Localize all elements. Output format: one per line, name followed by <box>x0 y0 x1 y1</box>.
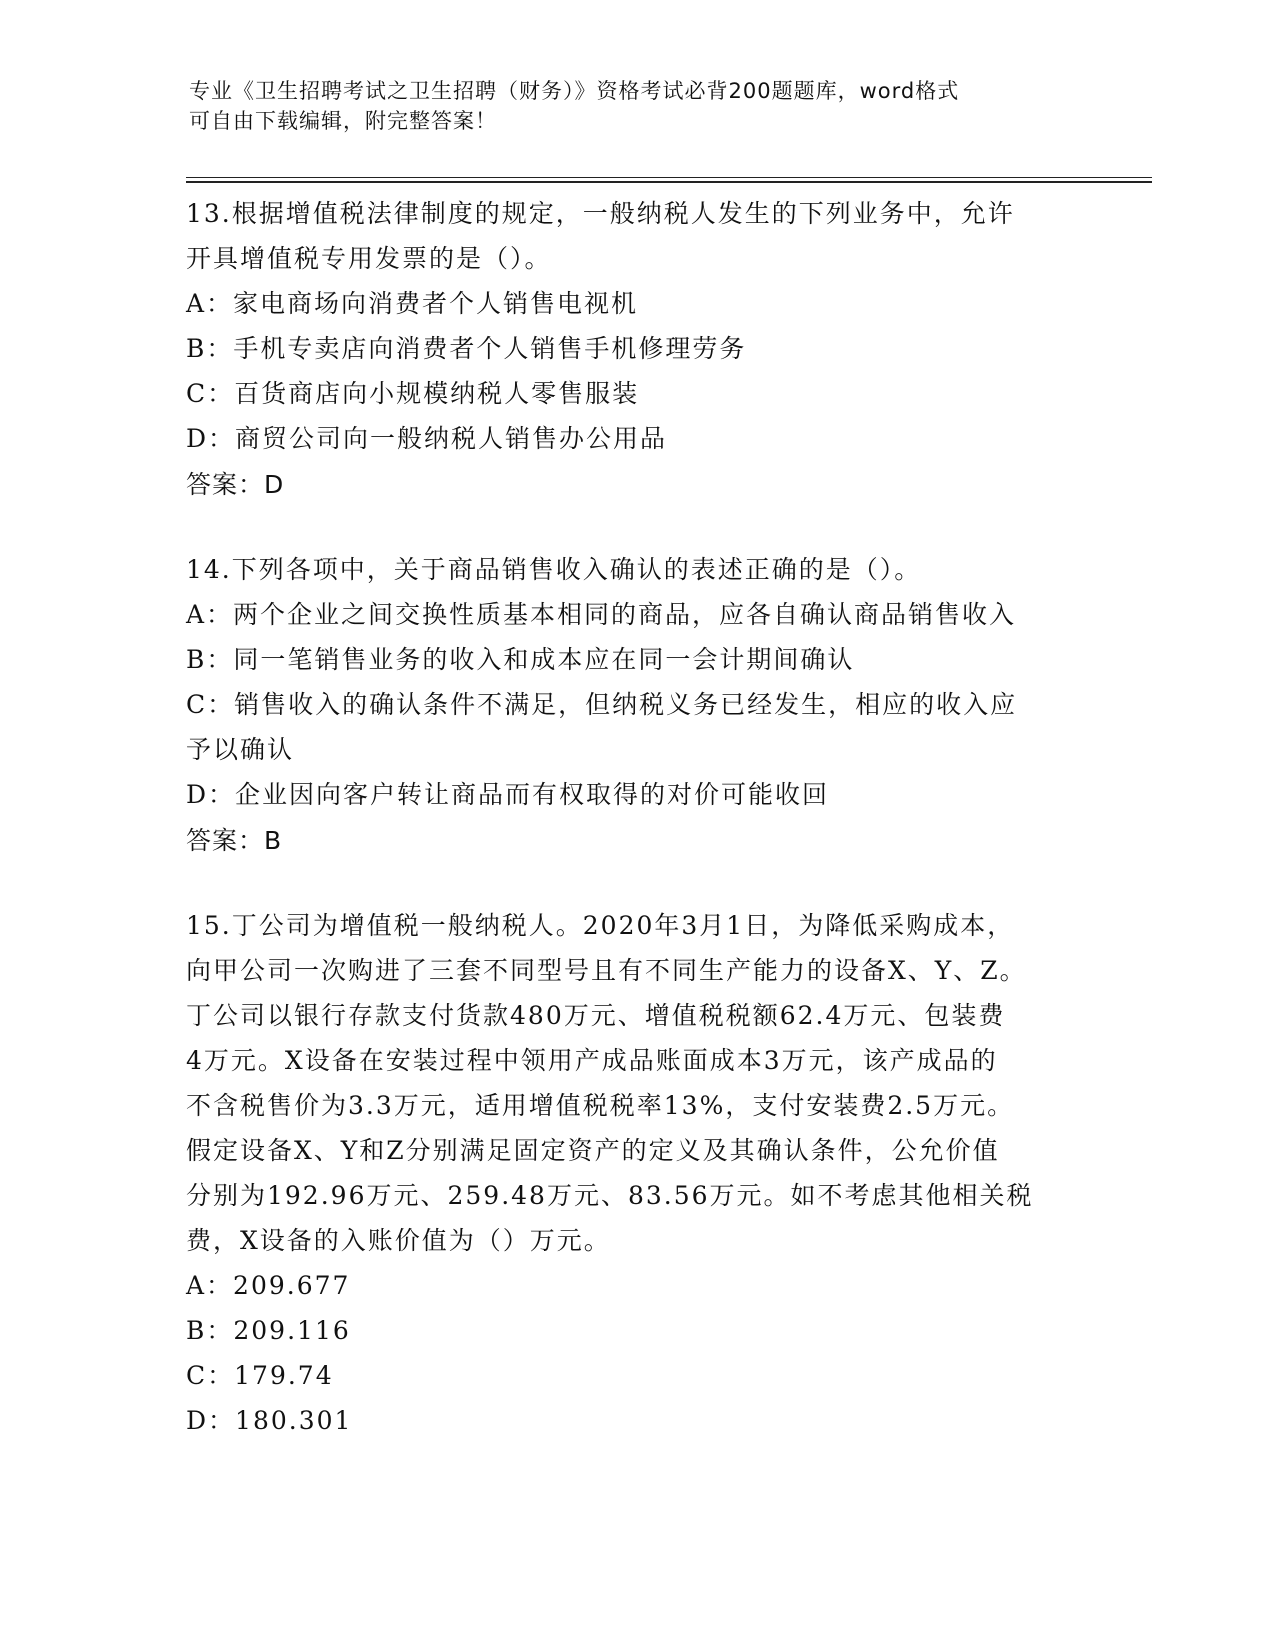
header-divider-thin <box>186 177 1152 178</box>
option-a: A：两个企业之间交换性质基本相同的商品，应各自确认商品销售收入 <box>186 600 1017 629</box>
option-c: C：百货商店向小规模纳税人零售服装 <box>186 379 640 408</box>
answer-line: 答案：B <box>186 826 283 855</box>
stem-line: 分别为192.96万元、259.48万元、83.56万元。如不考虑其他相关税 <box>186 1181 1034 1210</box>
option-d: D：企业因向客户转让商品而有权取得的对价可能收回 <box>186 780 830 809</box>
question-13 <box>186 191 1086 509</box>
option-b: B：手机专卖店向消费者个人销售手机修理劳务 <box>186 334 747 363</box>
option-d: D：商贸公司向一般纳税人销售办公用品 <box>186 424 668 453</box>
stem-line: 丁公司以银行存款支付货款480万元、增值税税额62.4万元、包装费 <box>186 1001 1006 1030</box>
header-line: 专业《卫生招聘考试之卫生招聘（财务）》资格考试必背200题题库，word格式 <box>189 79 960 103</box>
stem-line: 假定设备X、Y和Z分别满足固定资产的定义及其确认条件，公允价值 <box>186 1136 1000 1165</box>
stem-line: 15.丁公司为增值税一般纳税人。2020年3月1日，为降低采购成本， <box>186 911 1015 940</box>
answer-line: 答案：D <box>186 470 285 499</box>
option-a: A：家电商场向消费者个人销售电视机 <box>186 289 639 318</box>
stem-line: 13.根据增值税法律制度的规定，一般纳税人发生的下列业务中，允许 <box>186 199 1015 228</box>
option-b: B：同一笔销售业务的收入和成本应在同一会计期间确认 <box>186 645 855 674</box>
document-header <box>189 76 1089 136</box>
stem-line: 向甲公司一次购进了三套不同型号且有不同生产能力的设备X、Y、Z。 <box>186 956 1027 985</box>
question-stem <box>186 547 1086 592</box>
question-stem <box>186 903 1086 1263</box>
header-divider-thick <box>186 181 1152 183</box>
stem-line: 不含税售价为3.3万元，适用增值税税率13%，支付安装费2.5万元。 <box>186 1091 1015 1120</box>
header-line: 可自由下载编辑，附完整答案！ <box>189 109 497 133</box>
question-14 <box>186 547 1086 865</box>
question-15 <box>186 903 1086 1443</box>
stem-line: 开具增值税专用发票的是（）。 <box>186 244 552 273</box>
question-stem <box>186 191 1086 281</box>
question-list <box>186 191 1086 1481</box>
option-c: C：销售收入的确认条件不满足，但纳税义务已经发生，相应的收入应 <box>186 690 1018 719</box>
option-b: B：209.116 <box>186 1316 351 1345</box>
stem-line: 14.下列各项中，关于商品销售收入确认的表述正确的是（）。 <box>186 555 922 584</box>
option-c: C：179.74 <box>186 1361 334 1390</box>
stem-line: 4万元。X设备在安装过程中领用产成品账面成本3万元，该产成品的 <box>186 1046 998 1075</box>
option-c-continued: 予以确认 <box>186 735 295 764</box>
option-a: A：209.677 <box>186 1271 351 1300</box>
option-d: D：180.301 <box>186 1406 353 1435</box>
stem-line: 费，X设备的入账价值为（）万元。 <box>186 1226 611 1255</box>
